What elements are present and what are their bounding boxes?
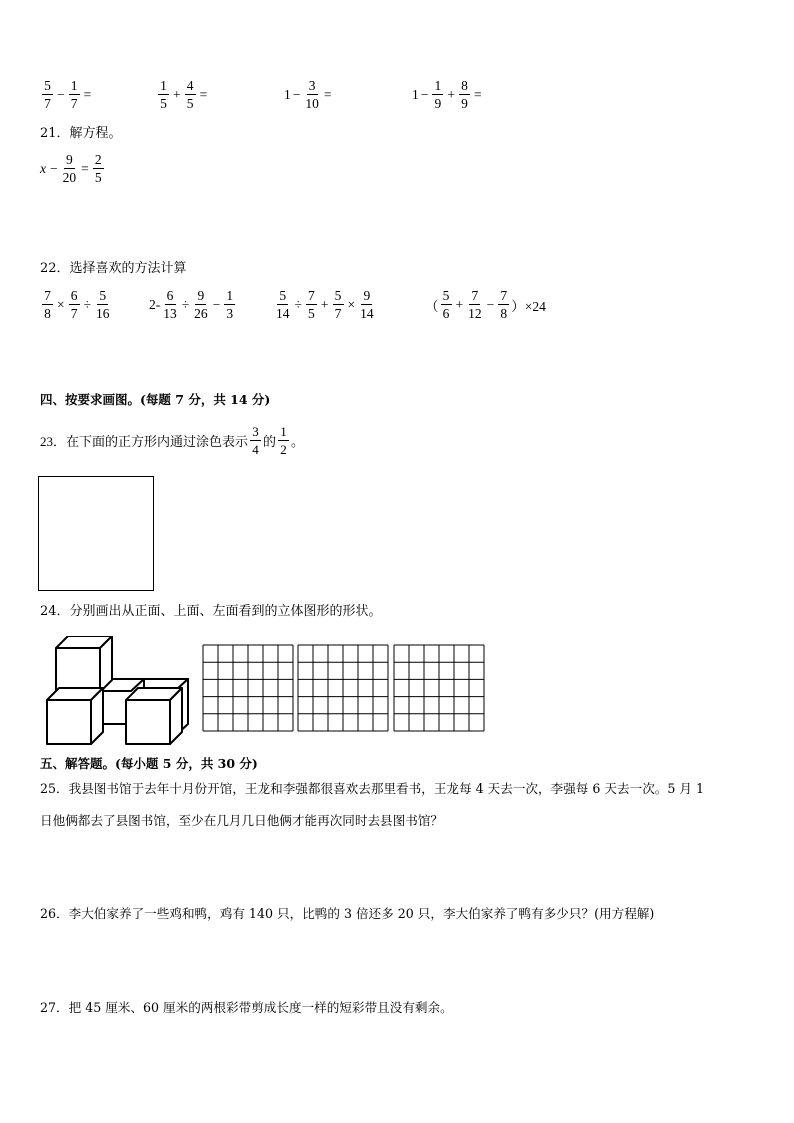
operator: + bbox=[320, 296, 329, 312]
denominator: 12 bbox=[468, 306, 482, 321]
expr-text: ）×24 bbox=[511, 298, 546, 314]
q21-equation bbox=[40, 152, 106, 185]
numerator: 5 bbox=[441, 288, 452, 305]
q23-fraction-half: $\frac{1}{2}$ bbox=[278, 424, 289, 457]
q22-expr-1 bbox=[40, 288, 113, 321]
q22-expr-4 bbox=[425, 288, 546, 321]
numerator: 1 bbox=[224, 288, 235, 305]
front-view-grid[interactable] bbox=[202, 644, 294, 732]
operator: = bbox=[83, 86, 92, 102]
denominator: 6 bbox=[442, 306, 450, 321]
operator: × bbox=[347, 296, 356, 312]
denominator: 14 bbox=[276, 306, 290, 321]
denominator: 5 bbox=[160, 96, 167, 111]
numerator: 8 bbox=[459, 78, 470, 95]
fraction bbox=[441, 288, 452, 321]
denominator: 3 bbox=[226, 306, 234, 321]
q22-title: 22．选择喜欢的方法计算 bbox=[40, 261, 187, 276]
numerator: 5 bbox=[333, 288, 344, 305]
operator: − bbox=[212, 296, 221, 312]
left-view-grid[interactable] bbox=[393, 644, 485, 732]
top-view-grid[interactable] bbox=[297, 644, 389, 732]
fraction bbox=[69, 288, 80, 321]
fraction bbox=[42, 288, 53, 321]
q24-title: 24．分别画出从正面、上面、左面看到的立体图形的形状。 bbox=[40, 604, 382, 619]
denominator: 5 bbox=[308, 306, 315, 321]
numerator: 2 bbox=[93, 152, 104, 169]
fraction bbox=[498, 288, 509, 321]
denominator: 9 bbox=[461, 96, 468, 111]
expr-text: （ bbox=[425, 298, 439, 314]
denominator: 14 bbox=[360, 306, 374, 321]
numerator: 1 bbox=[432, 78, 443, 95]
operator: × bbox=[57, 296, 65, 312]
q26-text: 26．李大伯家养了一些鸡和鸭，鸡有 140 只，比鸭的 3 倍还多 20 只，李大伯家养了鸭有多少只？(用方程解) bbox=[40, 906, 655, 921]
operator: ÷ bbox=[83, 296, 92, 312]
fraction bbox=[185, 78, 196, 111]
operator: − bbox=[486, 296, 495, 312]
operator: = bbox=[474, 86, 482, 102]
numerator: 7 bbox=[42, 288, 53, 305]
q22-expr-2 bbox=[149, 288, 237, 321]
denominator: 7 bbox=[44, 96, 51, 111]
cube-stack-figure bbox=[44, 636, 194, 746]
denominator: 8 bbox=[44, 306, 51, 321]
fraction bbox=[467, 288, 483, 321]
section-5-heading: 五、解答题。(每小题 5 分，共 30 分) bbox=[40, 756, 258, 771]
fraction bbox=[158, 78, 169, 111]
q23-suffix: 。 bbox=[291, 434, 305, 449]
numerator: 7 bbox=[306, 288, 317, 305]
fraction bbox=[93, 152, 104, 185]
variable: x bbox=[40, 160, 46, 176]
fraction bbox=[95, 288, 111, 321]
numerator: 4 bbox=[185, 78, 196, 95]
q23-square-drawing-area[interactable] bbox=[38, 476, 154, 591]
q20-expr-2 bbox=[156, 78, 209, 111]
operator: = bbox=[199, 86, 208, 102]
q27-text: 27．把 45 厘米、60 厘米的两根彩带剪成长度一样的短彩带且没有剩余。 bbox=[40, 1000, 453, 1015]
operator: = bbox=[81, 160, 89, 176]
q23-mid: 的 bbox=[263, 434, 277, 449]
denominator: 5 bbox=[94, 170, 102, 185]
numerator: 5 bbox=[97, 288, 108, 305]
operator: − bbox=[50, 160, 58, 176]
q25-line-2: 日他俩都去了县图书馆，至少在几月几日他俩才能再次同时去县图书馆？ bbox=[40, 813, 443, 828]
q25-line-1: 25．我县图书馆于去年十月份开馆，王龙和李强都很喜欢去那里看书，王龙每 4 天去一次，李强每 6 天去一次。5 月 1 bbox=[40, 781, 705, 796]
fraction bbox=[162, 288, 178, 321]
denominator: 5 bbox=[186, 96, 194, 111]
q23-prompt bbox=[40, 424, 304, 457]
fraction bbox=[304, 78, 320, 111]
expr-text: 1 bbox=[412, 86, 419, 102]
denominator: 7 bbox=[70, 306, 78, 321]
denominator: 16 bbox=[96, 306, 110, 321]
denominator: 7 bbox=[70, 96, 78, 111]
denominator: 9 bbox=[434, 96, 442, 111]
operator: ÷ bbox=[181, 296, 190, 312]
denominator: 8 bbox=[500, 306, 508, 321]
fraction bbox=[306, 288, 317, 321]
fraction bbox=[459, 78, 470, 111]
numerator: 7 bbox=[498, 288, 509, 305]
operator: = bbox=[323, 86, 332, 102]
denominator: 13 bbox=[163, 306, 177, 321]
numerator: 6 bbox=[165, 288, 176, 305]
fraction bbox=[193, 288, 209, 321]
numerator: 1 bbox=[69, 78, 80, 95]
numerator: 3 bbox=[307, 78, 318, 95]
q20-expr-1 bbox=[40, 78, 93, 111]
q20-expr-4 bbox=[412, 78, 484, 111]
denominator: 7 bbox=[334, 306, 342, 321]
fraction bbox=[62, 152, 78, 185]
denominator: 26 bbox=[194, 306, 208, 321]
expr-text: 2- bbox=[149, 296, 161, 312]
expr-text: 1 bbox=[284, 86, 291, 102]
fraction bbox=[42, 78, 53, 111]
operator: ÷ bbox=[294, 296, 302, 312]
fraction bbox=[333, 288, 344, 321]
operator: + bbox=[455, 296, 464, 312]
denominator: 10 bbox=[305, 96, 319, 111]
operator: + bbox=[447, 86, 455, 102]
numerator: 9 bbox=[64, 152, 75, 169]
operator: + bbox=[173, 86, 181, 102]
fraction bbox=[69, 78, 80, 111]
q22-expr-3 bbox=[273, 288, 377, 321]
section-4-heading: 四、按要求画图。(每题 7 分，共 14 分) bbox=[40, 392, 271, 407]
q23-prefix: 23．在下面的正方形内通过涂色表示 bbox=[40, 434, 249, 449]
numerator: 5 bbox=[277, 288, 288, 305]
q20-expr-3 bbox=[284, 78, 334, 111]
numerator: 5 bbox=[42, 78, 53, 95]
denominator: 20 bbox=[62, 170, 77, 185]
q21-title: 21．解方程。 bbox=[40, 126, 122, 141]
numerator: 9 bbox=[361, 288, 372, 305]
numerator: 7 bbox=[469, 288, 480, 305]
q23-fraction-three-quarters: $\frac{3}{4}$ bbox=[250, 424, 261, 457]
fraction bbox=[432, 78, 443, 111]
fraction bbox=[359, 288, 375, 321]
numerator: 1 bbox=[158, 78, 169, 95]
numerator: 6 bbox=[69, 288, 80, 305]
operator: − bbox=[420, 86, 429, 102]
operator: − bbox=[292, 86, 301, 102]
operator: − bbox=[57, 86, 65, 102]
fraction bbox=[224, 288, 235, 321]
fraction bbox=[275, 288, 291, 321]
numerator: 9 bbox=[195, 288, 206, 305]
